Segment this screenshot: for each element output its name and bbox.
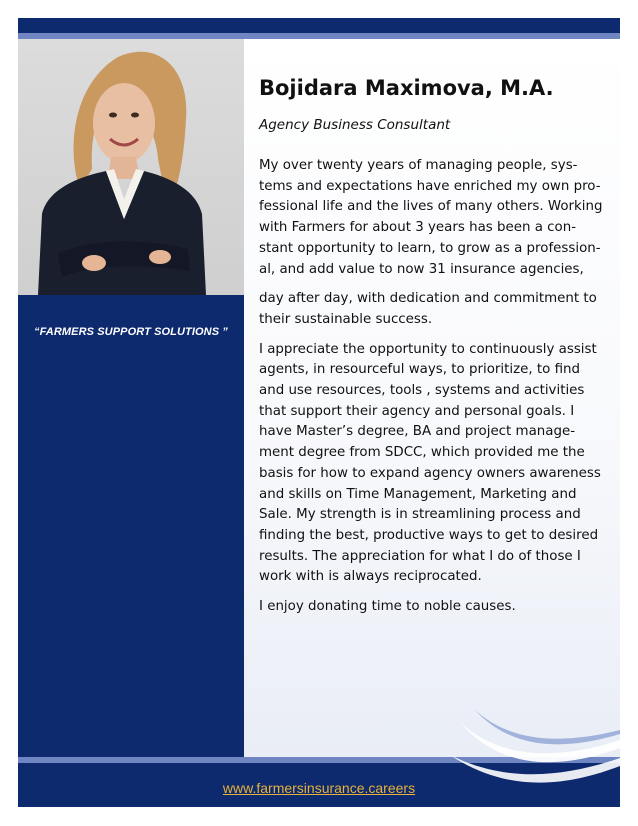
bio-line: finding the best, productive ways to get to desired <box>259 527 599 543</box>
bio-paragraph-4 <box>259 597 605 618</box>
bio-line: al, and add value to now 31 insurance agencies, <box>259 261 584 277</box>
bio-line: stant opportunity to learn, to grow as a profession- <box>259 240 601 256</box>
tagline: “FARMERS SUPPORT SOLUTIONS ” <box>34 326 228 338</box>
flyer-body <box>18 39 620 757</box>
bio-line: results. The appreciation for what I do of those I <box>259 548 581 564</box>
bio-line: that support their agency and personal goals. I <box>259 403 575 419</box>
bio-text <box>259 156 605 627</box>
bio-line: My over twenty years of managing people, sys- <box>259 158 578 173</box>
sidebar <box>18 39 244 757</box>
bio-line: have Master’s degree, BA and project manage- <box>259 424 576 440</box>
consultant-title: Agency Business Consultant <box>259 117 451 133</box>
portrait-photo <box>18 39 244 295</box>
bio-line: basis for how to expand agency owners awareness <box>259 465 601 481</box>
bio-paragraph-2 <box>259 289 605 330</box>
bio-line: their sustainable success. <box>259 311 433 327</box>
bio-paragraph-1 <box>259 156 605 280</box>
bio-line: Sale. My strength is in streamlining process and <box>259 507 581 523</box>
bio-line: tems and expectations have enriched my own pro- <box>259 178 601 194</box>
bio-line: with Farmers for about 3 years has been a con- <box>259 220 577 236</box>
bio-line: I enjoy donating time to noble causes. <box>259 599 516 615</box>
content-panel <box>244 39 620 757</box>
bio-line: day after day, with dedication and commitment to <box>259 291 597 307</box>
consultant-name: Bojidara Maximova, M.A. <box>259 76 554 100</box>
bio-line: work with is always reciprocated. <box>259 569 482 585</box>
bio-line: agents, in resourceful ways, to prioritize, to find <box>259 362 581 378</box>
bio-paragraph-3 <box>259 340 605 588</box>
bio-line: and skills on Time Management, Marketing and <box>259 486 577 502</box>
bio-line: and use resources, tools , systems and activities <box>259 383 585 399</box>
website-link[interactable]: www.farmersinsurance.careers <box>222 780 416 796</box>
bio-line: fessional life and the lives of many others. Working <box>259 199 603 215</box>
bio-line: ment degree from SDCC, which provided me the <box>259 445 585 461</box>
bio-line: I appreciate the opportunity to continuously assist <box>259 341 597 357</box>
header-bar <box>18 18 620 33</box>
portrait-illustration <box>18 39 244 295</box>
